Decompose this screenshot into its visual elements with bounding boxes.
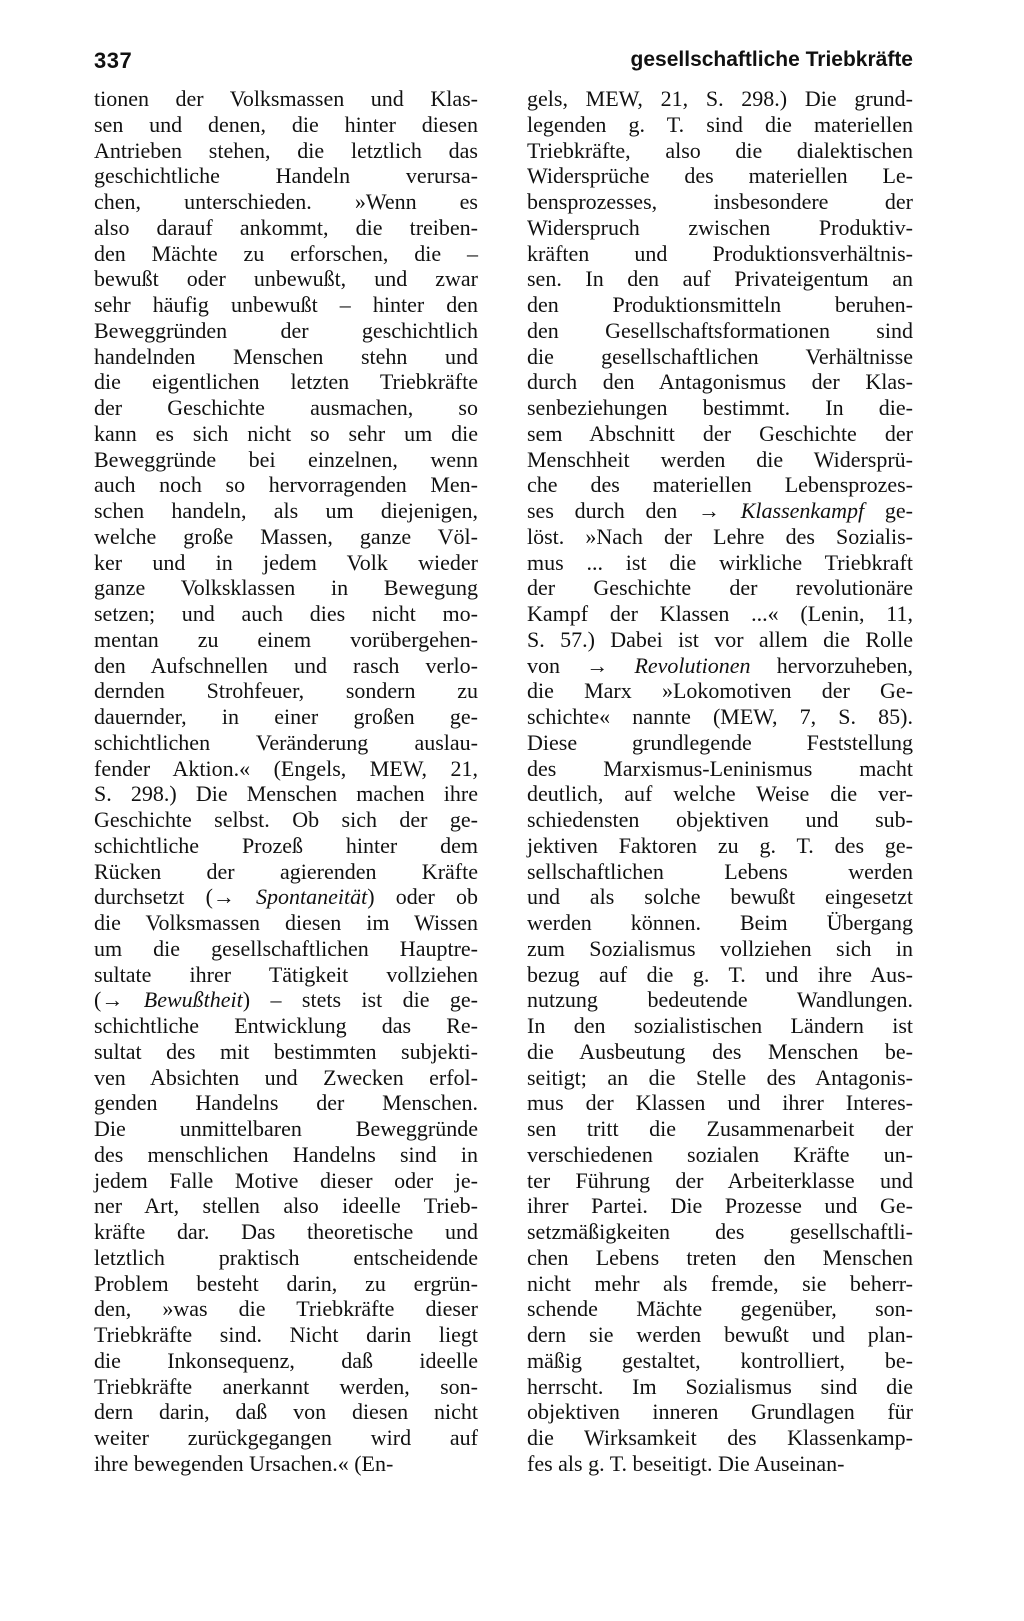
text-line: bensprozesses, insbesondere der — [527, 189, 913, 214]
text-line: den, »was die Triebkräfte dieser — [94, 1296, 478, 1322]
text-line: sem Abschnitt der Geschichte der — [527, 420, 913, 446]
text-line: Antrieben stehen, die letztlich das — [94, 137, 478, 163]
cross-reference: Klassenkampf — [740, 498, 865, 523]
text-line: Diese grundlegende Feststellung — [527, 729, 913, 755]
text-line: Geschichte selbst. Ob sich der ge- — [94, 807, 478, 832]
page-number: 337 — [94, 48, 133, 73]
text-line: In den sozialistischen Ländern ist — [527, 1013, 913, 1038]
text-line: legenden g. T. sind die materiellen — [527, 111, 913, 137]
right-column — [527, 86, 913, 1477]
text-line: senbeziehungen bestimmt. In die- — [527, 395, 913, 420]
text-line: die Marx »Lokomotiven der Ge- — [527, 678, 913, 704]
text-line: tionen der Volksmassen und Klas- — [94, 86, 478, 111]
text-line: seitigt; an die Stelle des Antagonis- — [527, 1064, 913, 1090]
text-line: die Inkonsequenz, daß ideelle — [94, 1347, 478, 1373]
text-line: bezug auf die g. T. und ihre Aus- — [527, 961, 913, 987]
text-line: jedem Falle Motive dieser oder je- — [94, 1167, 478, 1193]
text-line: Widersprüche des materiellen Le- — [527, 163, 913, 189]
text-line: schichtliche Entwicklung das Re- — [94, 1013, 478, 1038]
text-line: des Marxismus-Leninismus macht — [527, 755, 913, 781]
text-line: zum Sozialismus vollziehen sich in — [527, 935, 913, 961]
text-line: fender Aktion.« (Engels, MEW, 21, — [94, 755, 478, 781]
text-line: herrscht. Im Sozialismus sind die — [527, 1373, 913, 1399]
text-line: durch den Antagonismus der Klas- — [527, 369, 913, 395]
text-line: den Produktionsmitteln beruhen- — [527, 292, 913, 317]
text-line: mentan zu einem vorübergehen- — [94, 626, 478, 652]
text-line: schiedensten objektiven und sub- — [527, 807, 913, 832]
text-line: mäßig gestaltet, kontrolliert, be- — [527, 1347, 913, 1373]
text-line: mus ... ist die wirkliche Triebkraft — [527, 549, 913, 575]
text-line: S. 298.) Die Menschen machen ihre — [94, 781, 478, 807]
text-line: sultate ihrer Tätigkeit vollziehen — [94, 961, 478, 987]
text-line: Triebkräfte, also die dialektischen — [527, 137, 913, 163]
text-line: die Wirksamkeit des Klassenkamp- — [527, 1425, 913, 1450]
text-line: dauernder, in einer großen ge- — [94, 704, 478, 729]
text-line: handelnden Menschen stehn und — [94, 343, 478, 369]
text-line: die Ausbeutung des Menschen be- — [527, 1038, 913, 1064]
text-line: durchsetzt (→ Spontaneität) oder ob — [94, 884, 478, 910]
text-line: S. 57.) Dabei ist vor allem die Rolle — [527, 626, 913, 652]
text-line: setzmäßigkeiten des gesellschaftli- — [527, 1219, 913, 1244]
text-line: die eigentlichen letzten Triebkräfte — [94, 369, 478, 395]
text-line: schichtlichen Veränderung auslau- — [94, 729, 478, 755]
cross-reference: Bewußtheit — [143, 987, 243, 1013]
text-line: Triebkräfte sind. Nicht darin liegt — [94, 1322, 478, 1347]
text-line: den Mächte zu erforschen, die – — [94, 240, 478, 266]
text-line: den Aufschnellen und rasch verlo- — [94, 652, 478, 678]
running-head: gesellschaftliche Triebkräfte — [630, 48, 913, 71]
text-line: Beweggründe bei einzelnen, wenn — [94, 446, 478, 472]
text-line: ven Absichten und Zwecken erfol- — [94, 1064, 478, 1090]
text-line: schende Mächte gegenüber, son- — [527, 1296, 913, 1322]
text-line: nutzung bedeutende Wandlungen. — [527, 987, 913, 1013]
text-line: kräften und Produktionsverhältnis- — [527, 240, 913, 266]
text-line: um die gesellschaftlichen Hauptre- — [94, 935, 478, 961]
text-line: verschiedenen sozialen Kräfte un- — [527, 1141, 913, 1167]
text-line: sehr häufig unbewußt – hinter den — [94, 292, 478, 317]
text-line: sellschaftlichen Lebens werden — [527, 858, 913, 884]
text-line: dern sie werden bewußt und plan- — [527, 1322, 913, 1347]
text-line: ihre bewegenden Ursachen.« (En- — [94, 1450, 394, 1476]
text-line: chen Lebens treten den Menschen — [527, 1244, 913, 1270]
text-line: die gesellschaftlichen Verhältnisse — [527, 343, 913, 369]
text-line: fes als g. T. beseitigt. Die Auseinan- — [527, 1450, 845, 1476]
text-line: objektiven inneren Grundlagen für — [527, 1399, 913, 1425]
text-line: Beweggründen der geschichtlich — [94, 317, 478, 343]
text-line: deutlich, auf welche Weise die ver- — [527, 781, 913, 807]
text-line: werden können. Beim Übergang — [527, 910, 913, 935]
text-line: kann es sich nicht so sehr um die — [94, 420, 478, 446]
text-line: ganze Volksklassen in Bewegung — [94, 575, 478, 601]
text-line: Problem besteht darin, zu ergrün- — [94, 1270, 478, 1296]
text-line: mus der Klassen und ihrer Interes- — [527, 1090, 913, 1116]
text-line: die Volksmassen diesen im Wissen — [94, 910, 478, 935]
text-line: sultat des mit bestimmten subjekti- — [94, 1038, 478, 1064]
text-line: ter Führung der Arbeiterklasse und — [527, 1167, 913, 1193]
text-line: schichtliche Prozeß hinter dem — [94, 832, 478, 858]
text-line: schichte« nannte (MEW, 7, S. 85). — [527, 704, 913, 729]
text-line: weiter zurückgegangen wird auf — [94, 1425, 478, 1450]
text-line: sen. In den auf Privateigentum an — [527, 266, 913, 292]
text-line: der Geschichte der revolutionäre — [527, 575, 913, 601]
text-line: nicht mehr als fremde, sie beherr- — [527, 1270, 913, 1296]
left-column — [94, 86, 478, 1477]
text-line: löst. »Nach der Lehre des Sozialis- — [527, 523, 913, 549]
text-line: Widerspruch zwischen Produktiv- — [527, 214, 913, 240]
text-line: genden Handelns der Menschen. — [94, 1090, 478, 1116]
text-line: Kampf der Klassen ...« (Lenin, 11, — [527, 601, 913, 626]
text-line: also darauf ankommt, die treiben- — [94, 214, 478, 240]
text-line: dernden Strohfeuer, sondern zu — [94, 678, 478, 704]
text-line: gels, MEW, 21, S. 298.) Die grund- — [527, 86, 913, 111]
text-line: von → Revolutionen hervorzuheben, — [527, 652, 913, 678]
text-line: kräfte dar. Das theoretische und — [94, 1219, 478, 1244]
text-line: sen und denen, die hinter diesen — [94, 111, 478, 137]
text-line: Die unmittelbaren Beweggründe — [94, 1116, 478, 1141]
text-line: dern darin, daß von diesen nicht — [94, 1399, 478, 1425]
text-line: letztlich praktisch entscheidende — [94, 1244, 478, 1270]
text-line: jektiven Faktoren zu g. T. des ge- — [527, 832, 913, 858]
text-line: geschichtliche Handeln verursa- — [94, 163, 478, 189]
text-line: Triebkräfte anerkannt werden, son- — [94, 1373, 478, 1399]
text-line: und als solche bewußt eingesetzt — [527, 884, 913, 910]
text-line: welche große Massen, ganze Völ- — [94, 523, 478, 549]
text-line: der Geschichte ausmachen, so — [94, 395, 478, 420]
text-line: chen, unterschieden. »Wenn es — [94, 189, 478, 214]
text-line: auch noch so hervorragenden Men- — [94, 472, 478, 498]
text-line: bewußt oder unbewußt, und zwar — [94, 266, 478, 292]
text-line: (→ Bewußtheit) – stets ist die ge- — [94, 987, 478, 1013]
text-line: ses durch den → Klassenkampf ge- — [527, 498, 914, 523]
cross-reference: Spontaneität — [256, 884, 368, 910]
text-line: ker und in jedem Volk wieder — [94, 549, 478, 575]
text-line: den Gesellschaftsformationen sind — [527, 317, 913, 343]
text-line: sen tritt die Zusammenarbeit der — [527, 1116, 913, 1141]
text-line: setzen; und auch dies nicht mo- — [94, 601, 478, 626]
text-line: che des materiellen Lebensprozes- — [527, 472, 913, 498]
text-line: ner Art, stellen also ideelle Trieb- — [94, 1193, 478, 1219]
text-line: ihrer Partei. Die Prozesse und Ge- — [527, 1193, 913, 1219]
cross-reference: Revolutionen — [634, 652, 751, 678]
text-line: des menschlichen Handelns sind in — [94, 1141, 478, 1167]
text-line: Rücken der agierenden Kräfte — [94, 858, 478, 884]
text-line: Menschheit werden die Widersprü- — [527, 446, 913, 472]
text-line: schen handeln, als um diejenigen, — [94, 498, 478, 523]
